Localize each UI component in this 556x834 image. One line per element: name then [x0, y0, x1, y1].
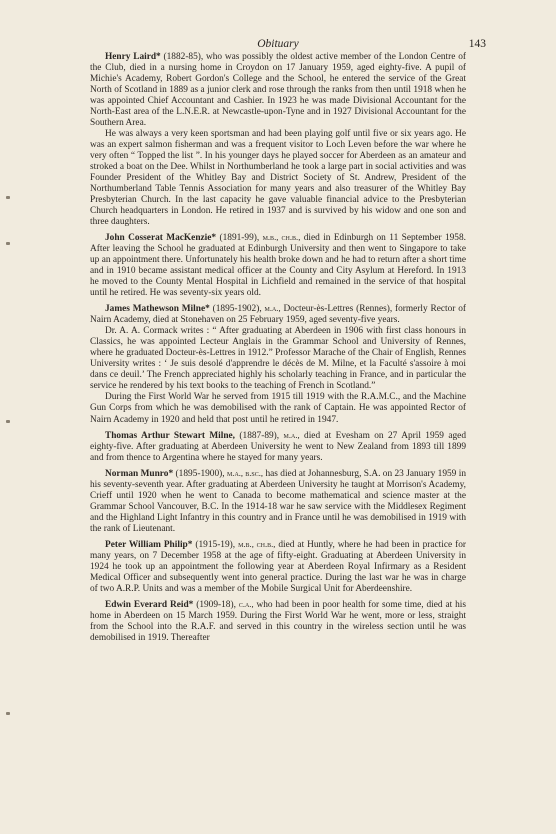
entry-name: Peter William Philip*	[105, 539, 193, 550]
obituary-entry	[90, 232, 466, 299]
entry-name: Edwin Everard Reid*	[105, 599, 194, 610]
entry-degree: m.a.,	[283, 429, 300, 440]
page-number: 143	[468, 38, 486, 50]
entry-degree: m.b., ch.b.,	[238, 538, 276, 549]
running-header	[90, 38, 486, 52]
obituary-entry	[90, 599, 466, 644]
margin-mark	[6, 712, 10, 715]
obituary-entry	[90, 52, 466, 129]
entry-text: died at Huntly, where he had been in practice for many years, on 7 December 1958 at the age of fifty-eight. Graduating at Aberdeen University in 1924 he took up an appointment the following year at Aberdeen Royal Infirmary as a Resident Medical Officer and subsequently went into general practice. During the last war he was in charge of two A.R.P. Units and was a member of the Mobile Surgical Unit for Aberdeenshire.	[90, 539, 467, 594]
entry-paragraph: Dr. A. A. Cormack writes : “ After graduating at Aberdeen in 1906 with first class honours in Classics, he was appointed Lecteur Anglais in the Grammar School and University of Rennes, where he graduated Docteur-ès-Lettres in 1912.” Professor Marache of the Chair of English, Rennes University writes : ‘ Je suis desolé d'apprendre le décès de M. Milne, et la Faculté s'assoire à moi dans ce deuil.’ The French appreciated highly his scholarly teaching in France, and in particular the service he rendered by his text books to the teaching of French in Scotland.”	[90, 326, 466, 392]
entry-name: Norman Munro*	[105, 468, 174, 479]
margin-mark	[6, 196, 10, 199]
obituary-entry	[90, 430, 466, 464]
entry-text: Docteur-ès-Lettres (Rennes), formerly Rector of Nairn Academy, died at Stonehaven on 25 February 1959, aged seventy-five years.	[90, 304, 467, 326]
entry-years: (1882-85),	[163, 52, 204, 62]
running-title: Obituary	[257, 38, 299, 50]
entry-name: James Mathewson Milne*	[105, 304, 210, 315]
entry-paragraph: He was always a very keen sportsman and had been playing golf until five or six years ago. He was an expert salmon fisherman and was a frequent visitor to Loch Leven before the war where he very often “ Topped the list ”. In his younger days he played soccer for Aberdeen as an amateur and stroked a boat on the Dee. Whilst in Northumberland he took a large part in social activities and was Founder President of the Whitley Bay and District Society of St. Andrew, President of the Northumberland Table Tennis Association for many years and also treasurer of the Whitley Bay Presbyterian Church. In the last capacity he gave valuable financial advice to the Presbyterian Church headquarters in London. He retired in 1937 and is survived by his widow and one son and three daughters.	[90, 129, 466, 228]
obituary-entry	[90, 539, 466, 595]
entry-text: has died at Johannesburg, S.A. on 23 January 1959 in his seventy-seventh year. After graduating at Aberdeen University he taught at Morrison's Academy, Crieff until 1920 when he went to Canada to become mathematical and science master at the Grammar School Vancouver, B.C. In the 1914-18 war he saw service with the Middlesex Regiment and the Highland Light Infantry in this country and in France until he was demobilised in 1919 with the rank of Lieutenant.	[90, 468, 466, 534]
entry-text: who was possibly the oldest active member of the London Centre of the Club, died in a nursing home in Croydon on 17 January 1959, aged eighty-five. A pupil of Michie's Academy, Robert Gordon's College and the School, he entered the service of the Great North of Scotland in 1889 as a junior clerk and rose through the ranks from then until 1918 when he was appointed Chief Accountant and Cashier. In 1923 he was made Divisional Accountant for the North-East area of the L.N.E.R. at Newcastle-upon-Tyne and in 1927 Divisional Accountant for the Southern Area.	[90, 52, 466, 129]
entry-text: died in Edinburgh on 11 September 1958. After leaving the School he graduated at Edinburgh University and then went to Singapore to take up an appointment there. Unfortunately his health broke down and he had to return after a short time and in 1910 became assistant medical officer at the County and City Asylum at Hereford. In 1913 he moved to the County Mental Hospital in Lichfield and remained in the service of that hospital until he retired. He was seventy-six years old.	[90, 233, 466, 299]
entry-years: (1887-89),	[239, 430, 280, 441]
entry-years: (1895-1900),	[175, 468, 225, 479]
entry-name: John Cosserat MacKenzie*	[105, 233, 217, 244]
entry-name: Thomas Arthur Stewart Milne,	[105, 430, 236, 441]
entry-years: (1891-99),	[219, 233, 260, 244]
entry-years: (1909-18),	[196, 599, 236, 610]
margin-mark	[6, 242, 10, 245]
obituary-text	[90, 52, 466, 644]
entry-degree: m.b., ch.b.,	[262, 232, 301, 243]
entry-text: died at Evesham on 27 April 1959 aged eighty-five. After graduating at Aberdeen University he went to New Zealand from 1893 till 1899 and from thence to Argentina where he stayed for many years.	[90, 430, 467, 463]
obituary-entry	[90, 303, 466, 326]
obituary-entry	[90, 468, 466, 535]
margin-mark	[6, 420, 10, 423]
entry-paragraph: During the First World War he served from 1915 till 1919 with the R.A.M.C., and the Machine Gun Corps from which he was demobilised with the rank of Captain. He was appointed Rector of Nairn Academy in 1920 and held that post until he retired in 1947.	[90, 392, 466, 425]
entry-years: (1915-19),	[195, 539, 236, 550]
entry-degree: m.a.,	[264, 303, 281, 314]
entry-years: (1895-1902),	[212, 304, 262, 315]
entry-degree: m.a., b.sc.,	[226, 467, 264, 478]
entry-degree: c.a.,	[238, 598, 254, 609]
entry-text: who had been in poor health for some time, died at his home in Aberdeen on 15 March 1959. During the First World War he went, more or less, straight from the School into the R.A.F. and served in this country in the wireless section until he was demobilised in 1919. Thereafter	[90, 599, 466, 643]
entry-name: Henry Laird*	[105, 52, 161, 62]
